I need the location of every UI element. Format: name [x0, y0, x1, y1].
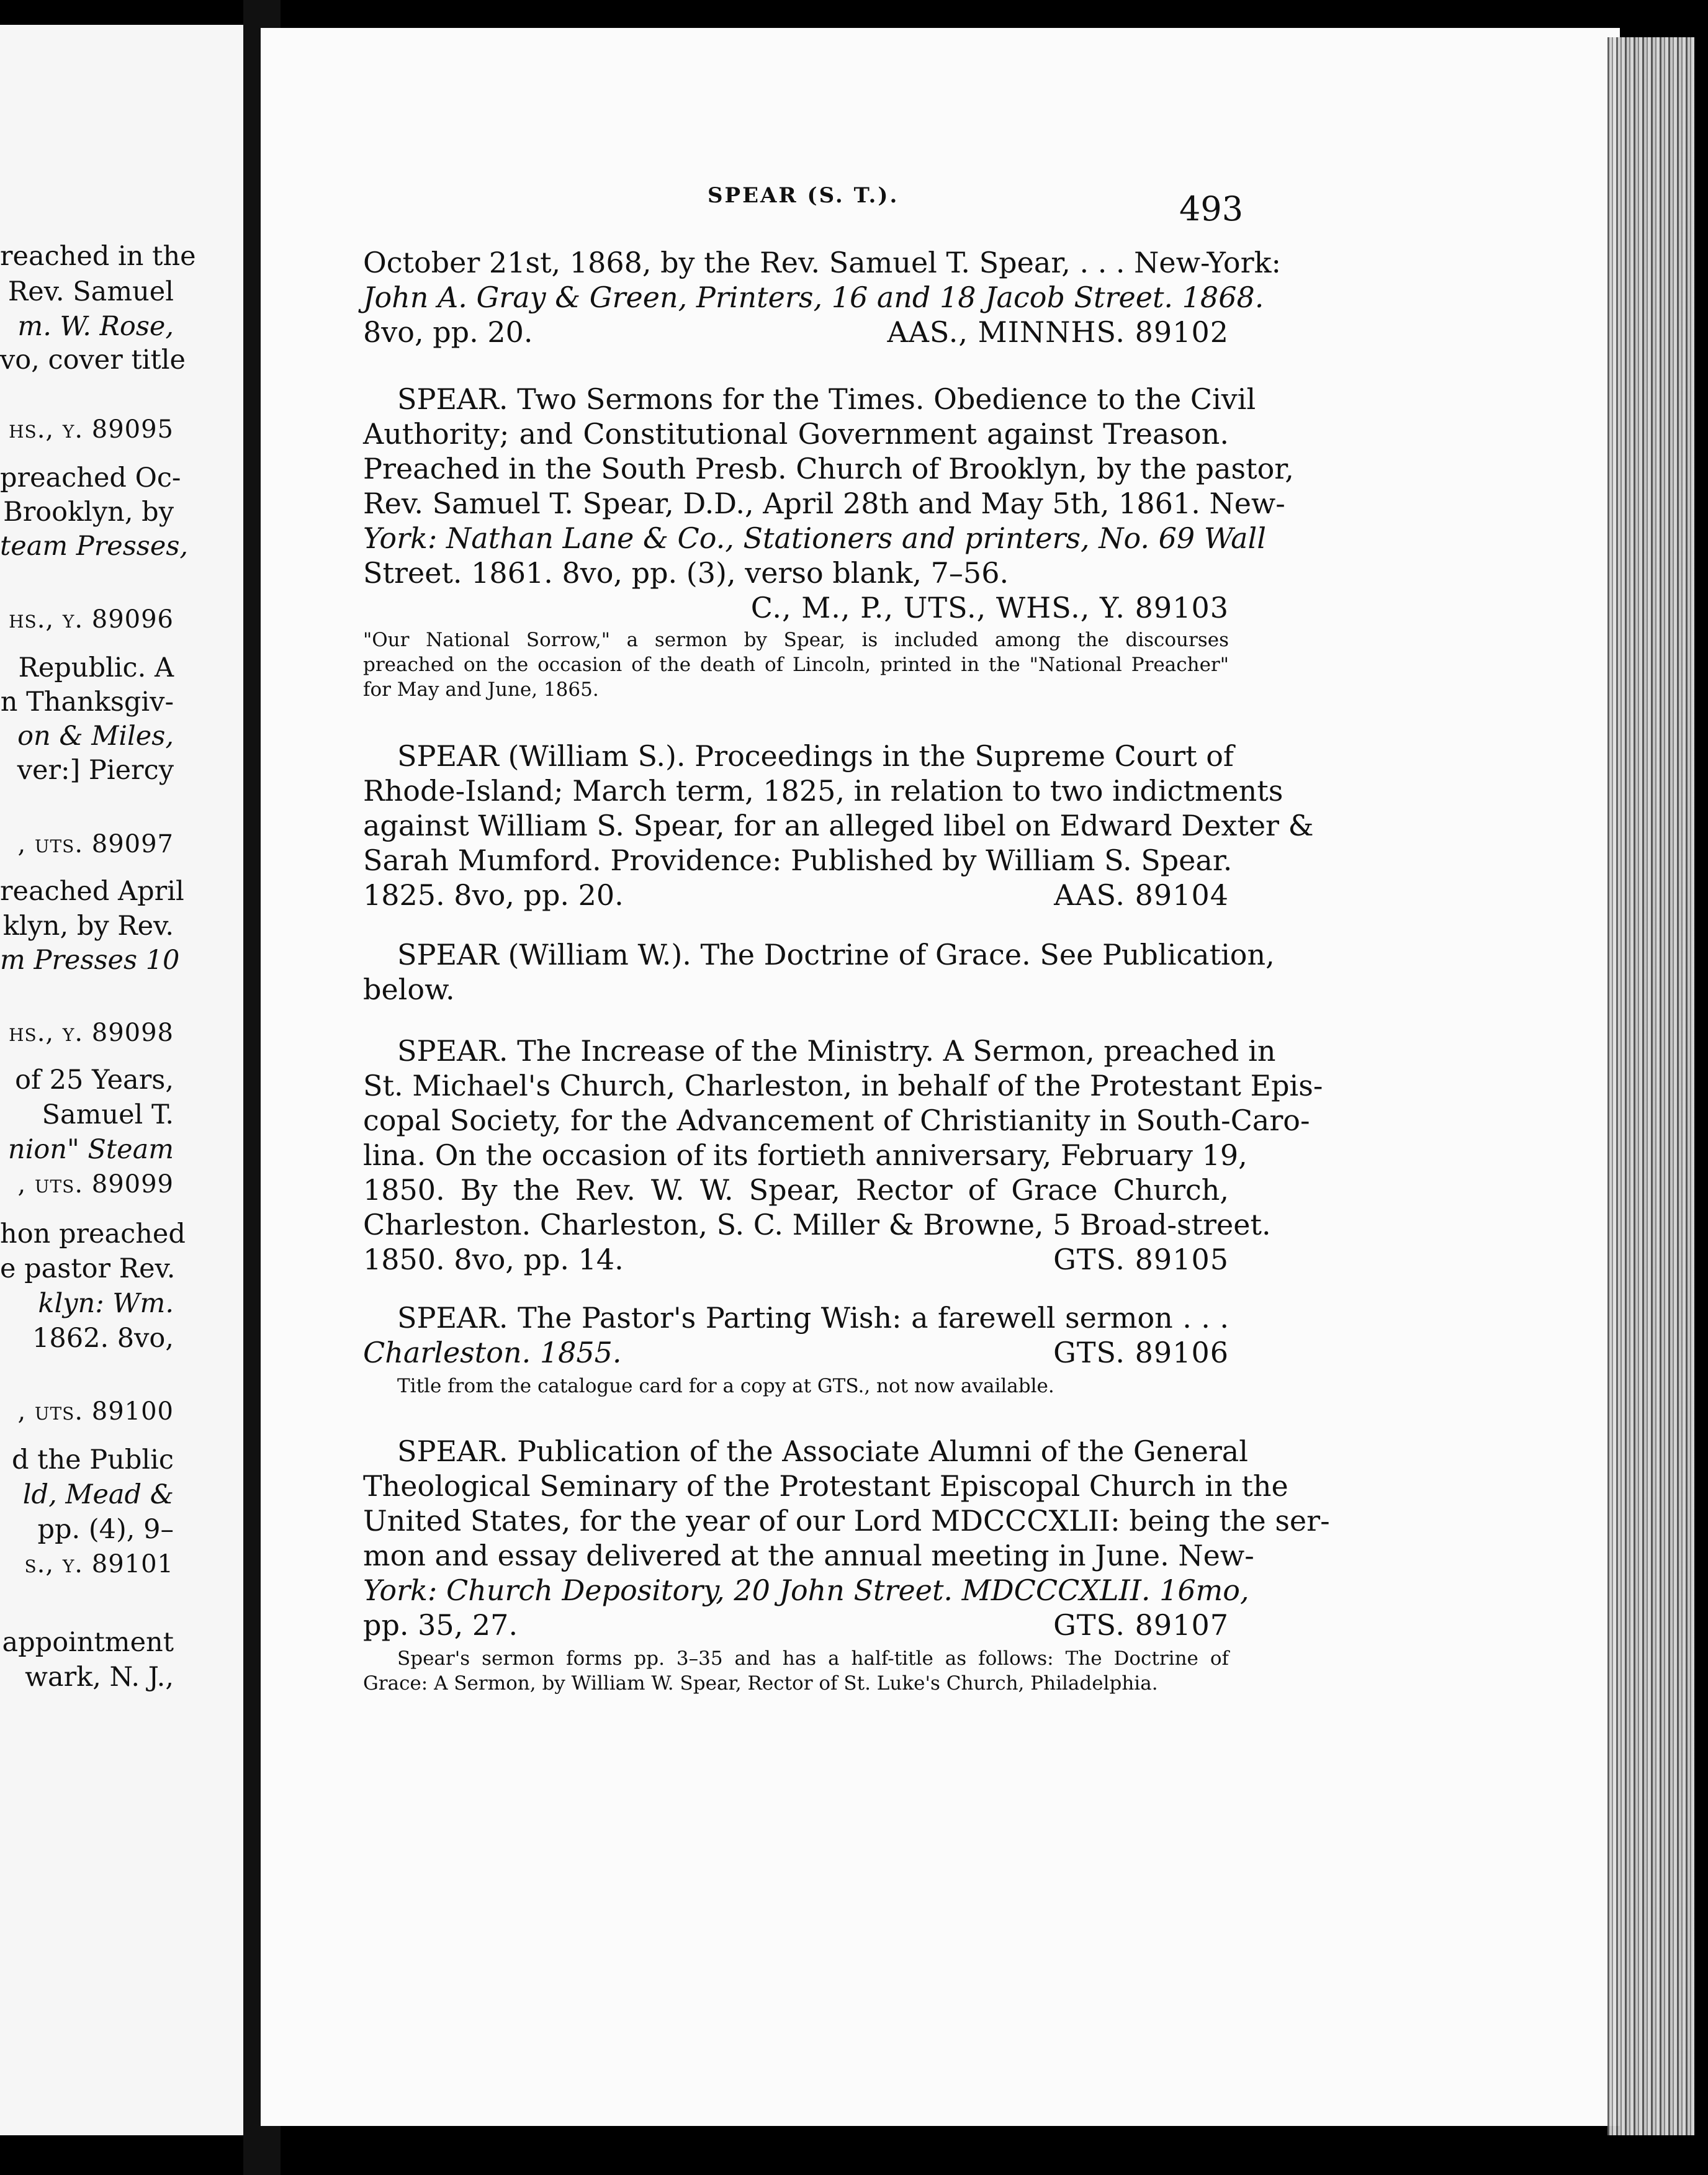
- note-text: for May and June, 1865.: [363, 678, 599, 701]
- facing-page-line: nion" Steam: [7, 1134, 174, 1165]
- facing-page-line: m Presses 10: [0, 945, 180, 976]
- catalogue-entry-cross-reference: [363, 937, 1275, 1007]
- entry-text: Sarah Mumford. Providence: Published by William S. Spear.: [363, 844, 1233, 877]
- facing-page-line: reached April: [0, 876, 184, 907]
- facing-page-line: wark, N. J.,: [25, 1662, 174, 1693]
- entry-text: below.: [363, 973, 455, 1006]
- entry-line: [363, 773, 1283, 808]
- catalogue-entry-89105: [363, 1033, 1323, 1277]
- entry-line: [363, 878, 1229, 912]
- entry-text: York: Nathan Lane & Co., Stationers and printers, No. 69 Wall: [363, 521, 1266, 555]
- entry-line: [363, 1608, 1229, 1642]
- entry-line: [363, 1538, 1254, 1573]
- entry-line: [363, 1207, 1271, 1242]
- entry-note-line: [363, 628, 1229, 652]
- facing-page-line: team Presses,: [0, 531, 189, 562]
- entry-line: [363, 1033, 1276, 1068]
- entry-text: SPEAR. Publication of the Associate Alumni of the General: [397, 1434, 1248, 1468]
- entry-text: October 21st, 1868, by the Rev. Samuel T. Spear, . . . New-York:: [363, 246, 1281, 279]
- facing-page-line: , uts. 89097: [17, 830, 174, 858]
- facing-page-line: pp. (4), 9–: [37, 1514, 174, 1545]
- entry-line: [363, 1138, 1247, 1173]
- entry-text: 1850. 8vo, pp. 14.: [363, 1243, 624, 1276]
- catalogue-entry-89106: [363, 1300, 1229, 1398]
- facing-page-line: appointment: [2, 1627, 174, 1658]
- entry-text: lina. On the occasion of its fortieth anniversary, February 19,: [363, 1138, 1247, 1172]
- entry-line: [363, 1068, 1323, 1103]
- note-text: Spear's sermon forms pp. 3–35 and has a half-title as follows: The Doctrine of: [397, 1647, 1229, 1670]
- facing-page-line: preached Oc-: [0, 462, 181, 493]
- catalogue-entry-89104: [363, 739, 1314, 912]
- entry-text: 1850. By the Rev. W. W. Spear, Rector of Grace Church,: [363, 1173, 1229, 1207]
- facing-page-line: of 25 Years,: [15, 1065, 174, 1096]
- entry-text: C., M., P., UTS., WHS., Y. 89103: [750, 591, 1229, 624]
- entry-line: [363, 556, 1229, 590]
- entry-text: United States, for the year of our Lord MDCCCXLII: being the ser-: [363, 1504, 1330, 1538]
- entry-text: St. Michael's Church, Charleston, in behalf of the Protestant Epis-: [363, 1069, 1323, 1102]
- entry-line: [363, 1242, 1229, 1277]
- facing-page-line: n Thanksgiv-: [0, 687, 174, 718]
- catalogue-entry-89103: [363, 382, 1294, 702]
- entry-text: pp. 35, 27.: [363, 1608, 518, 1642]
- entry-line: [363, 739, 1234, 773]
- entry-location: GTS. 89106: [1053, 1336, 1229, 1369]
- entry-line: [363, 521, 1266, 556]
- entry-line: [363, 1434, 1248, 1469]
- entry-note-line: [363, 677, 1229, 702]
- entry-note-line: [363, 1671, 1229, 1696]
- facing-page-line: m. W. Rose,: [17, 311, 174, 342]
- entry-text: Charleston. Charleston, S. C. Miller & Browne, 5 Broad-street.: [363, 1208, 1271, 1241]
- entry-text: Charleston. 1855.: [363, 1336, 622, 1369]
- note-text: Grace: A Sermon, by William W. Spear, Rector of St. Luke's Church, Philadelphia.: [363, 1672, 1158, 1695]
- entry-text: against William S. Spear, for an alleged libel on Edward Dexter &: [363, 809, 1314, 842]
- facing-page-line: on & Miles,: [17, 721, 174, 752]
- facing-page-line: klyn: Wm.: [38, 1288, 174, 1319]
- entry-line: [363, 245, 1281, 280]
- entry-line: [363, 280, 1264, 315]
- entry-text: Street. 1861. 8vo, pp. (3), verso blank, 7–56.: [363, 556, 1009, 590]
- facing-page-line: Rev. Samuel: [7, 276, 174, 307]
- entry-location: AAS. 89104: [1054, 878, 1229, 912]
- entry-line: [363, 451, 1294, 486]
- entry-line: [363, 382, 1256, 417]
- facing-page-line: , uts. 89100: [17, 1397, 174, 1426]
- entry-text: SPEAR. The Pastor's Parting Wish: a farewell sermon . . .: [397, 1301, 1229, 1335]
- entry-text: SPEAR (William W.). The Doctrine of Grace. See Publication,: [397, 938, 1275, 971]
- entry-line: [363, 1335, 1229, 1370]
- note-text: "Our National Sorrow," a sermon by Spear, is included among the discourses: [363, 629, 1229, 651]
- entry-text: 8vo, pp. 20.: [363, 315, 533, 349]
- entry-text: 1825. 8vo, pp. 20.: [363, 878, 624, 912]
- entry-line: [363, 417, 1229, 451]
- entry-text: Rhode-Island; March term, 1825, in relation to two indictments: [363, 774, 1283, 808]
- entry-text: SPEAR (William S.). Proceedings in the Supreme Court of: [397, 739, 1234, 773]
- facing-page-line: 1862. 8vo,: [32, 1323, 174, 1354]
- entry-note-line: [363, 652, 1229, 677]
- entry-note-line: [363, 1374, 1229, 1398]
- entry-text: John A. Gray & Green, Printers, 16 and 18 Jacob Street. 1868.: [363, 281, 1264, 314]
- entry-line: [363, 486, 1285, 521]
- entry-line: [363, 937, 1275, 972]
- facing-page-line: hs., y. 89098: [9, 1019, 174, 1047]
- entry-note-line: [363, 1646, 1229, 1671]
- entry-line: [363, 1503, 1330, 1538]
- entry-line: [363, 1103, 1310, 1138]
- entry-text: Preached in the South Presb. Church of Brooklyn, by the pastor,: [363, 452, 1294, 485]
- entry-line: [363, 1173, 1229, 1207]
- facing-page-fragment: [0, 25, 243, 2135]
- facing-page-line: hs., y. 89095: [9, 415, 174, 444]
- facing-page-line: ver:] Piercy: [17, 755, 174, 786]
- facing-page-line: hon preached: [0, 1218, 186, 1250]
- facing-page-line: ld, Mead &: [22, 1479, 174, 1510]
- facing-page-line: Republic. A: [18, 652, 174, 683]
- entry-line: [363, 843, 1233, 878]
- entry-text: mon and essay delivered at the annual meeting in June. New-: [363, 1539, 1254, 1572]
- running-head: SPEAR (S. T.).: [708, 183, 899, 208]
- catalogue-entry-89102: [363, 245, 1281, 349]
- entry-line: [363, 808, 1314, 843]
- facing-page-line: Brooklyn, by: [3, 497, 174, 528]
- facing-page-line: klyn, by Rev.: [2, 911, 174, 942]
- facing-page-line: Samuel T.: [42, 1099, 174, 1130]
- facing-page-line: s., y. 89101: [24, 1550, 174, 1578]
- page-edges: [1607, 37, 1694, 2135]
- entry-line: [363, 972, 1229, 1007]
- note-text: preached on the occasion of the death of Lincoln, printed in the "National Preacher": [363, 654, 1229, 676]
- entry-line: [363, 315, 1229, 349]
- facing-page-line: d the Public: [11, 1444, 174, 1475]
- entry-line: [363, 1300, 1229, 1335]
- facing-page-line: , uts. 89099: [17, 1170, 174, 1199]
- catalogue-entry-89107: [363, 1434, 1330, 1696]
- entry-text: Authority; and Constitutional Government against Treason.: [363, 417, 1229, 451]
- entry-line: [363, 1573, 1249, 1608]
- facing-page-line: vo, cover title: [0, 344, 186, 376]
- note-text: Title from the catalogue card for a copy at GTS., not now available.: [397, 1375, 1054, 1397]
- facing-page-line: hs., y. 89096: [9, 605, 174, 634]
- entry-text: York: Church Depository, 20 John Street. MDCCCXLII. 16mo,: [363, 1574, 1249, 1607]
- entry-text: copal Society, for the Advancement of Christianity in South-Caro-: [363, 1104, 1310, 1137]
- entry-location: AAS., MINNHS. 89102: [887, 315, 1229, 349]
- entry-text: Theological Seminary of the Protestant Episcopal Church in the: [363, 1469, 1288, 1503]
- entry-line: [363, 1469, 1288, 1503]
- entry-location: GTS. 89107: [1053, 1608, 1229, 1642]
- entry-location: [363, 590, 1229, 625]
- entry-text: SPEAR. Two Sermons for the Times. Obedience to the Civil: [397, 382, 1256, 416]
- page-number: 493: [1179, 189, 1244, 228]
- entry-location: GTS. 89105: [1053, 1243, 1229, 1276]
- entry-text: Rev. Samuel T. Spear, D.D., April 28th and May 5th, 1861. New-: [363, 487, 1285, 520]
- facing-page-line: e pastor Rev.: [0, 1253, 176, 1284]
- entry-text: SPEAR. The Increase of the Ministry. A Sermon, preached in: [397, 1034, 1276, 1068]
- facing-page-line: reached in the: [0, 241, 196, 272]
